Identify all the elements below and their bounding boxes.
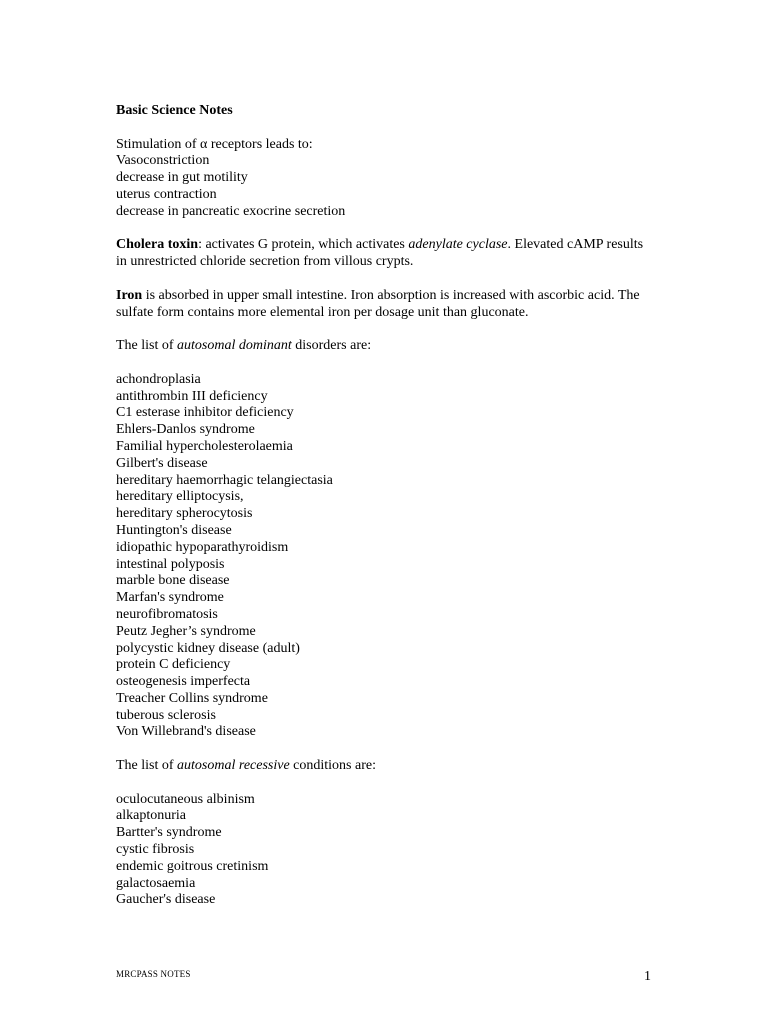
list-item: hereditary elliptocysis, — [116, 489, 244, 505]
list-item: oculocutaneous albinism — [116, 791, 255, 807]
recessive-conditions-list — [116, 792, 656, 910]
list-item: polycystic kidney disease (adult) — [116, 640, 300, 656]
spacer — [116, 775, 656, 792]
document-title: Basic Science Notes — [116, 103, 233, 118]
list-item: Bartter's syndrome — [116, 825, 222, 841]
iron-text: is absorbed in upper small intestine. Iron absorption is increased with ascorbic acid. The sulfate form contains more elemental iron per dosage unit than gluconate. — [116, 287, 640, 320]
list-item: intestinal polyposis — [116, 556, 225, 572]
alpha-intro: Stimulation of α receptors leads to: — [116, 136, 313, 152]
cholera-paragraph — [116, 237, 656, 271]
iron-paragraph — [116, 288, 656, 322]
dominant-disorders-list — [116, 372, 656, 742]
list-item: endemic goitrous cretinism — [116, 858, 269, 874]
list-item: galactosaemia — [116, 875, 196, 891]
footer-label: MRCPASS NOTES — [116, 969, 191, 979]
iron-term: Iron — [116, 287, 143, 303]
list-item: decrease in pancreatic exocrine secretion — [116, 203, 346, 219]
list-item: Treacher Collins syndrome — [116, 690, 268, 706]
cholera-text-a: : activates G protein, which activates — [198, 237, 409, 253]
spacer — [116, 741, 656, 758]
dominant-suffix: disorders are: — [291, 338, 372, 354]
list-item: decrease in gut motility — [116, 170, 248, 186]
list-item: protein C deficiency — [116, 657, 231, 673]
list-item: Vasoconstriction — [116, 153, 210, 169]
cholera-text-b: . Elevated cAMP results in unrestricted chloride secretion from villous crypts. — [116, 237, 644, 270]
page-content — [116, 103, 656, 909]
dominant-prefix: The list of — [116, 338, 178, 354]
list-item: alkaptonuria — [116, 808, 186, 824]
list-item: achondroplasia — [116, 371, 201, 387]
spacer — [116, 120, 656, 137]
list-item: Huntington's disease — [116, 522, 232, 538]
recessive-prefix: The list of — [116, 758, 178, 774]
list-item: uterus contraction — [116, 186, 217, 202]
list-item: Gaucher's disease — [116, 892, 216, 908]
list-item: Gilbert's disease — [116, 455, 208, 471]
recessive-italic: autosomal recessive — [177, 758, 290, 774]
list-item: antithrombin III deficiency — [116, 388, 268, 404]
alpha-effects-list — [116, 153, 656, 220]
list-item: Marfan's syndrome — [116, 590, 224, 606]
list-item: tuberous sclerosis — [116, 707, 216, 723]
spacer — [116, 271, 656, 288]
list-item: C1 esterase inhibitor deficiency — [116, 405, 294, 421]
list-item: cystic fibrosis — [116, 842, 195, 858]
page-number: 1 — [644, 969, 651, 984]
cholera-italic: adenylate cyclase — [408, 237, 508, 253]
list-item: Von Willebrand's disease — [116, 724, 256, 740]
list-item: neurofibromatosis — [116, 606, 218, 622]
list-item: hereditary haemorrhagic telangiectasia — [116, 472, 333, 488]
recessive-heading — [116, 758, 656, 775]
list-item: marble bone disease — [116, 573, 230, 589]
list-item: Ehlers-Danlos syndrome — [116, 422, 255, 438]
dominant-italic: autosomal dominant — [177, 338, 292, 354]
list-item: Peutz Jegher’s syndrome — [116, 623, 256, 639]
recessive-suffix: conditions are: — [289, 758, 376, 774]
list-item: idiopathic hypoparathyroidism — [116, 539, 289, 555]
spacer — [116, 321, 656, 338]
list-item: hereditary spherocytosis — [116, 506, 253, 522]
list-item: Familial hypercholesterolaemia — [116, 438, 293, 454]
spacer — [116, 221, 656, 238]
spacer — [116, 355, 656, 372]
dominant-heading — [116, 338, 656, 355]
list-item: osteogenesis imperfecta — [116, 674, 251, 690]
cholera-term: Cholera toxin — [116, 237, 199, 253]
